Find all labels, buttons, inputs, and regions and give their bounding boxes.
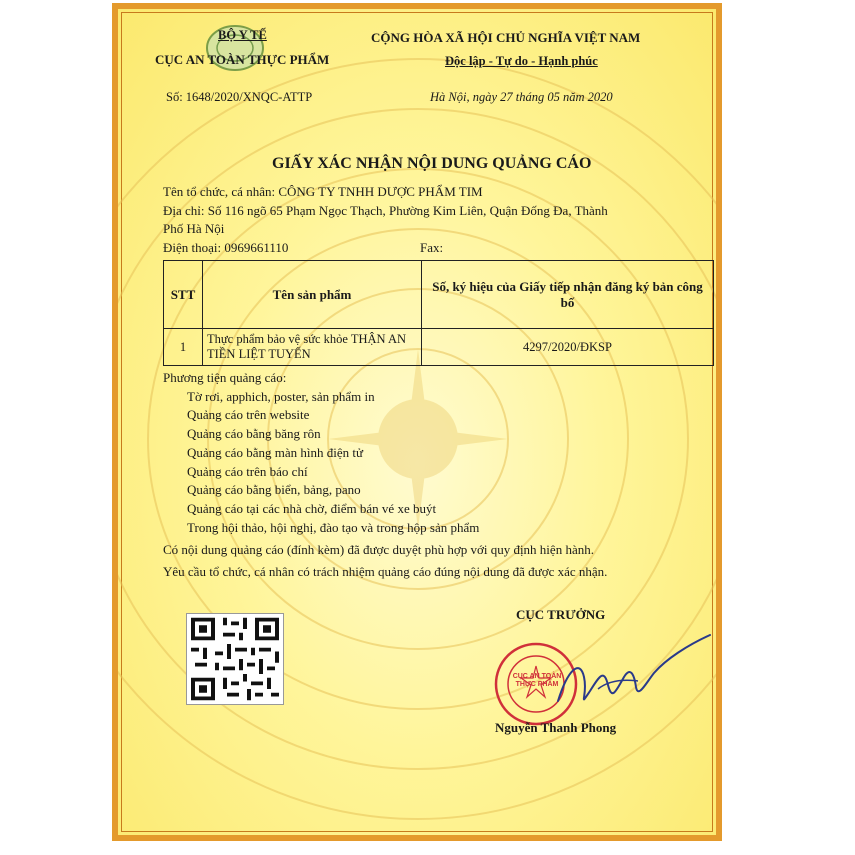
country-name: CỘNG HÒA XÃ HỘI CHỦ NGHĨA VIỆT NAM xyxy=(371,30,641,45)
media-item: Quảng cáo trên báo chí xyxy=(187,464,308,479)
stamp-text: CỤC AN TOÀN THỰC PHẨM xyxy=(512,673,562,688)
department-name: CỤC AN TOÀN THỰC PHẨM xyxy=(155,52,330,67)
phone-number: Điện thoại: 0969661110 xyxy=(163,240,289,255)
header-registration-number: Số, ký hiệu của Giấy tiếp nhận đăng ký bản công bố xyxy=(422,261,714,329)
document-number: Số: 1648/2020/XNQC-ATTP xyxy=(166,90,313,104)
product-table xyxy=(163,260,714,366)
row-registration-number: 4297/2020/ĐKSP xyxy=(422,329,714,366)
row-stt: 1 xyxy=(164,329,203,366)
table-row xyxy=(164,329,714,366)
media-heading: Phương tiện quảng cáo: xyxy=(163,370,287,385)
signer-position: CỤC TRƯỞNG xyxy=(516,607,606,622)
certificate-frame xyxy=(112,3,722,841)
header-stt: STT xyxy=(164,261,203,329)
row-product: Thực phẩm bảo vệ sức khỏe THẬN AN TIỀN LIỆT TUYẾN xyxy=(203,329,422,366)
approval-note: Có nội dung quảng cáo (đính kèm) đã được duyệt phù hợp với quy định hiện hành. xyxy=(163,542,594,557)
responsibility-note: Yêu cầu tổ chức, cá nhân có trách nhiệm quảng cáo đúng nội dung đã được xác nhận. xyxy=(163,564,608,579)
media-item: Quảng cáo bằng biển, bảng, pano xyxy=(187,482,361,497)
qr-code-icon xyxy=(186,613,284,705)
document-title: GIẤY XÁC NHẬN NỘI DUNG QUẢNG CÁO xyxy=(272,155,592,172)
media-item: Quảng cáo bằng băng rôn xyxy=(187,426,321,441)
media-item: Quảng cáo tại các nhà chờ, điểm bán vé xe buýt xyxy=(187,501,437,516)
media-item: Quảng cáo trên website xyxy=(187,407,310,422)
handwritten-signature-icon xyxy=(538,629,718,719)
address-line-2: Phố Hà Nội xyxy=(163,221,225,236)
organization-name: Tên tổ chức, cá nhân: CÔNG TY TNHH DƯỢC PHẨM TIM xyxy=(163,184,483,199)
ministry-name: BỘ Y TẾ xyxy=(218,28,267,42)
address-line-1: Địa chỉ: Số 116 ngõ 65 Phạm Ngọc Thạch, Phường Kim Liên, Quận Đống Đa, Thành xyxy=(163,203,608,218)
header-product: Tên sản phẩm xyxy=(203,261,422,329)
fax-label: Fax: xyxy=(420,240,444,255)
national-motto: Độc lập - Tự do - Hạnh phúc xyxy=(445,54,598,68)
table-header-row xyxy=(164,261,714,329)
media-item: Quảng cáo bằng màn hình điện tử xyxy=(187,445,364,460)
media-item: Tờ rơi, apphich, poster, sản phẩm in xyxy=(187,389,375,404)
media-item: Trong hội thảo, hội nghị, đào tạo và trong hộp sản phẩm xyxy=(187,520,480,535)
signer-name: Nguyễn Thanh Phong xyxy=(495,720,617,735)
place-date: Hà Nội, ngày 27 tháng 05 năm 2020 xyxy=(430,90,613,104)
